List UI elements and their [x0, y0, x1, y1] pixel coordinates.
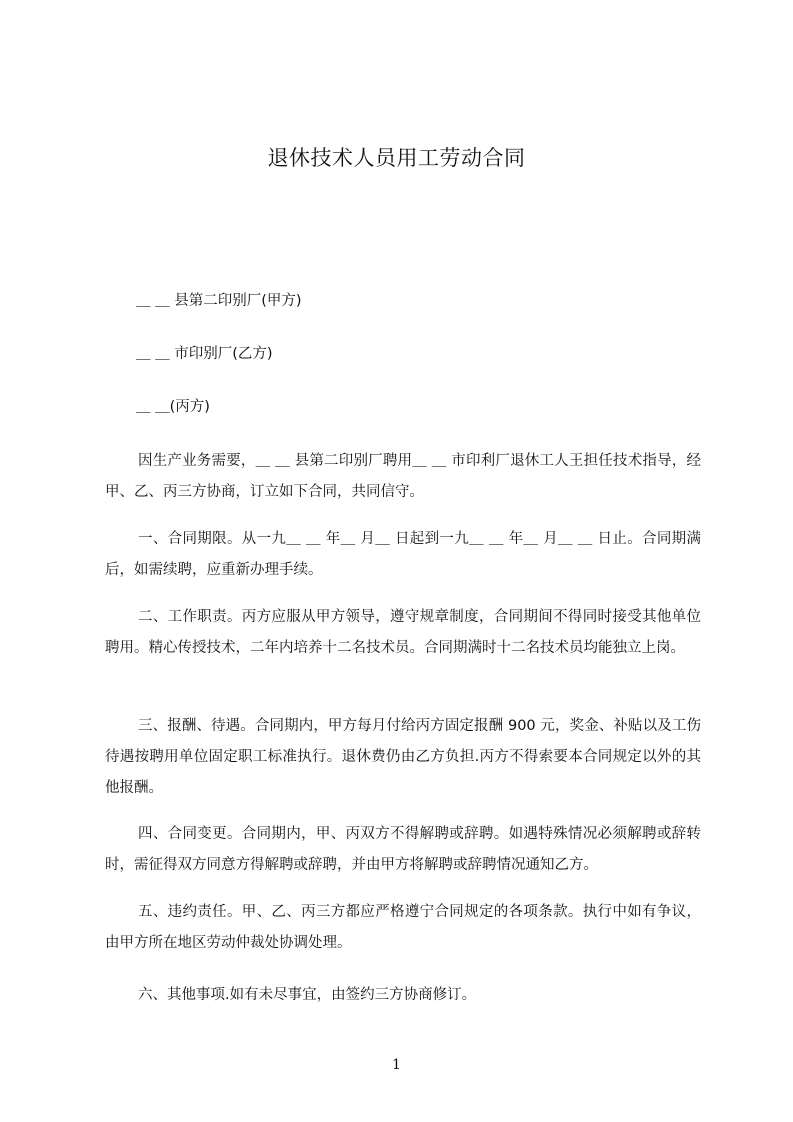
contract-change-paragraph: 四、合同变更。合同期内，甲、丙双方不得解聘或辞聘。如遇特殊情况必须解聘或辞转时，需征得双方同意方得解聘或辞聘，并由甲方将解聘或辞聘情况通知乙方。 — [105, 826, 701, 873]
contract-intro-paragraph: 因生产业务需要，＿ ＿ 县第二印别厂聘用＿ ＿ 市印利厂退休工人王担任技术指导，经甲、乙、丙三方协商，订立如下合同，共同信守。 — [105, 453, 701, 500]
compensation-paragraph: 三、报酬、待遇。合同期内，甲方每月付给丙方固定报酬 900 元，奖金、补贴以及工伤待遇按聘用单位固定职工标准执行。退休费仍由乙方负担.丙方不得索要本合同规定以外的其他报酬。 — [105, 718, 701, 796]
contract-term-paragraph: 一、合同期限。从一九＿ ＿ 年＿ 月＿ 日起到一九＿ ＿ 年＿ 月＿ ＿ 日止。合同期满后，如需续聘，应重新办理手续。 — [105, 531, 701, 578]
document-title: 退休技术人员用工劳动合同 — [267, 146, 526, 170]
party-third: ＿ ＿(丙方) — [136, 399, 210, 415]
job-duty-paragraph: 二、工作职责。丙方应服从甲方领导，遵守规章制度，合同期间不得同时接受其他单位聘用。精心传授技术，二年内培养十二名技术员。合同期满时十二名技术员均能独立上岗。 — [105, 609, 701, 656]
party-second: ＿ ＿ 市印别厂(乙方) — [136, 346, 273, 362]
page-number: 1 — [392, 1057, 401, 1073]
other-matters-paragraph: 六、其他事项.如有未尽事宜，由签约三方协商修订。 — [138, 987, 477, 1003]
party-first: ＿ ＿ 县第二印别厂(甲方) — [136, 293, 302, 309]
liability-paragraph: 五、违约责任。甲、乙、丙三方都应严格遵宁合同规定的各项条款。执行中如有争议，由甲方所在地区劳动仲裁处协调处理。 — [105, 904, 701, 951]
